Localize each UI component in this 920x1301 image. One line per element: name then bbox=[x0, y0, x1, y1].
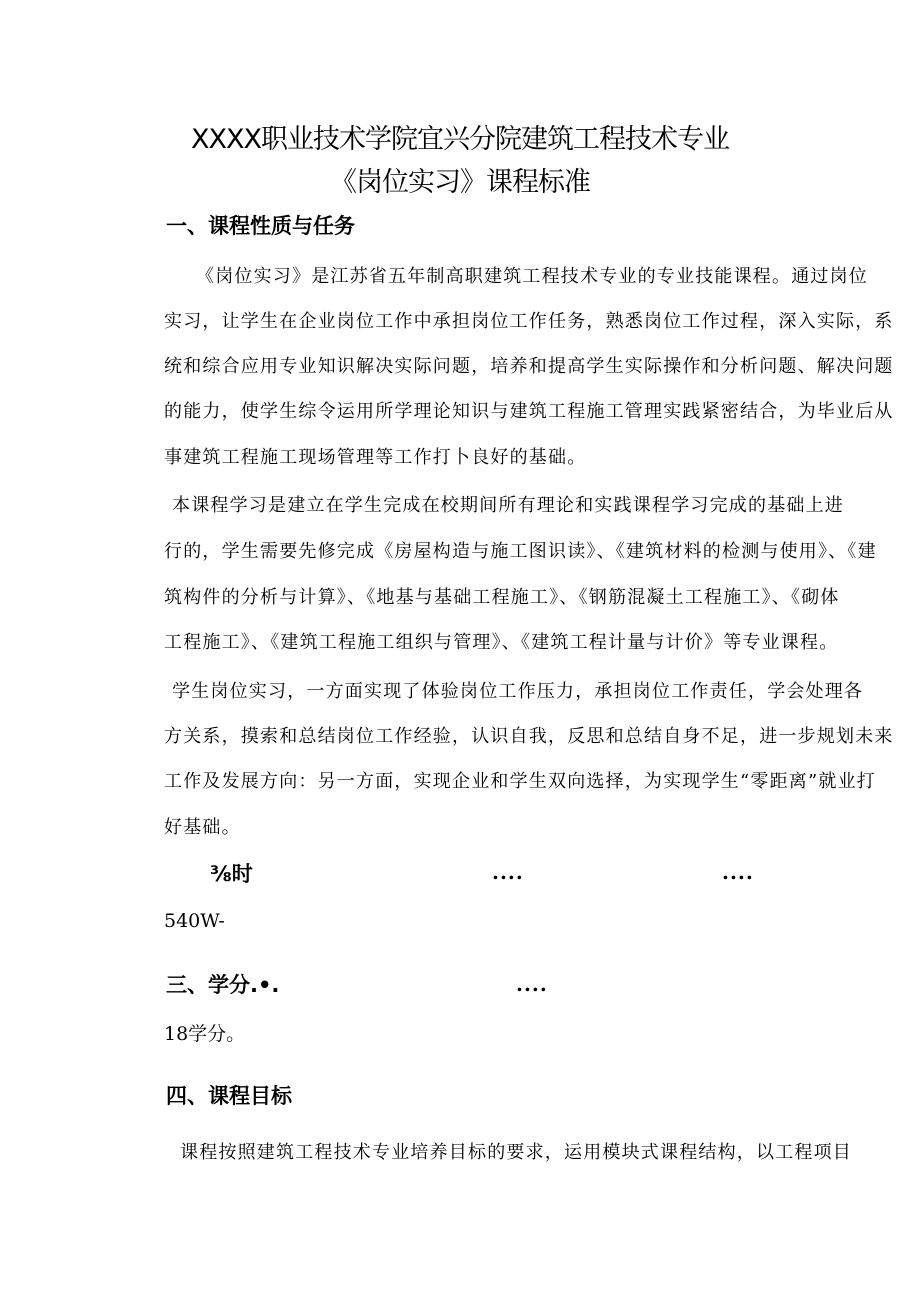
doc-title-line1: XXXX职业技术学院宜兴分院建筑工程技术专业 bbox=[191, 124, 729, 155]
section2-heading: ⅜时 bbox=[210, 862, 253, 886]
section3-dots: .... bbox=[516, 972, 548, 996]
section2-content: 540W- bbox=[164, 910, 225, 932]
paragraph-line: 工程施工》、《建筑工程施工组织与管理》、《建筑工程计量与计价》等专业课程。 bbox=[164, 632, 839, 653]
paragraph-line: 行的，学生需要先修完成《房屋构造与施工图识读》、《建筑材料的检测与使用》、《建 bbox=[164, 541, 877, 562]
paragraph-line: 实习，让学生在企业岗位工作中承担岗位工作任务，熟悉岗位工作过程，深入实际，系 bbox=[164, 311, 894, 332]
doc-title-line2: 《岗位实习》课程标准 bbox=[330, 167, 590, 198]
section4-heading: 四、课程目标 bbox=[166, 1084, 292, 1108]
section2-dots-1: .... bbox=[492, 860, 524, 884]
section2-dots-2: .... bbox=[722, 860, 754, 884]
paragraph-line: 《岗位实习》是江苏省五年制高职建筑工程技术专业的专业技能课程。通过岗位 bbox=[196, 266, 868, 287]
section1-heading: 一、课程性质与任务 bbox=[166, 214, 355, 238]
paragraph-line: 的能力，使学生综令运用所学理论知识与建筑工程施工管理实践紧密结合，为毕业后从 bbox=[164, 401, 894, 422]
paragraph-line: 方关系，摸索和总结岗位工作经验，认识自我，反思和总结自身不足，进一步规划未来 bbox=[164, 726, 894, 747]
paragraph-line: 课程按照建筑工程技术专业培养目标的要求，运用模块式课程结构，以工程项目 bbox=[180, 1142, 852, 1163]
paragraph-line: 学生岗位实习，一方面实现了体验岗位工作压力，承担岗位工作责任，学会处理各 bbox=[172, 681, 864, 702]
paragraph-line: 好基础。 bbox=[164, 817, 241, 838]
paragraph-line: 工作及发展方向：另一方面，实现企业和学生双向选择，为实现学生“零距离”就业打 bbox=[164, 771, 877, 792]
paragraph-line: 事建筑工程施工现场管理等工作打卜良好的基础。 bbox=[164, 447, 587, 468]
paragraph-line: 本课程学习是建立在学生完成在校期间所有理论和实践课程学习完成的基础上进 bbox=[172, 495, 844, 516]
section3-content: 18学分。 bbox=[164, 1023, 246, 1045]
paragraph-line: 统和综合应用专业知识解决实际问题，培养和提高学生实际操作和分析问题、解决问题 bbox=[164, 356, 894, 377]
paragraph-line: 筑构件的分析与计算》、《地基与基础工程施工》、《钢筋混凝土工程施工》、《砌体 bbox=[164, 587, 840, 608]
section3-heading: 三、学分.•. bbox=[166, 973, 280, 997]
